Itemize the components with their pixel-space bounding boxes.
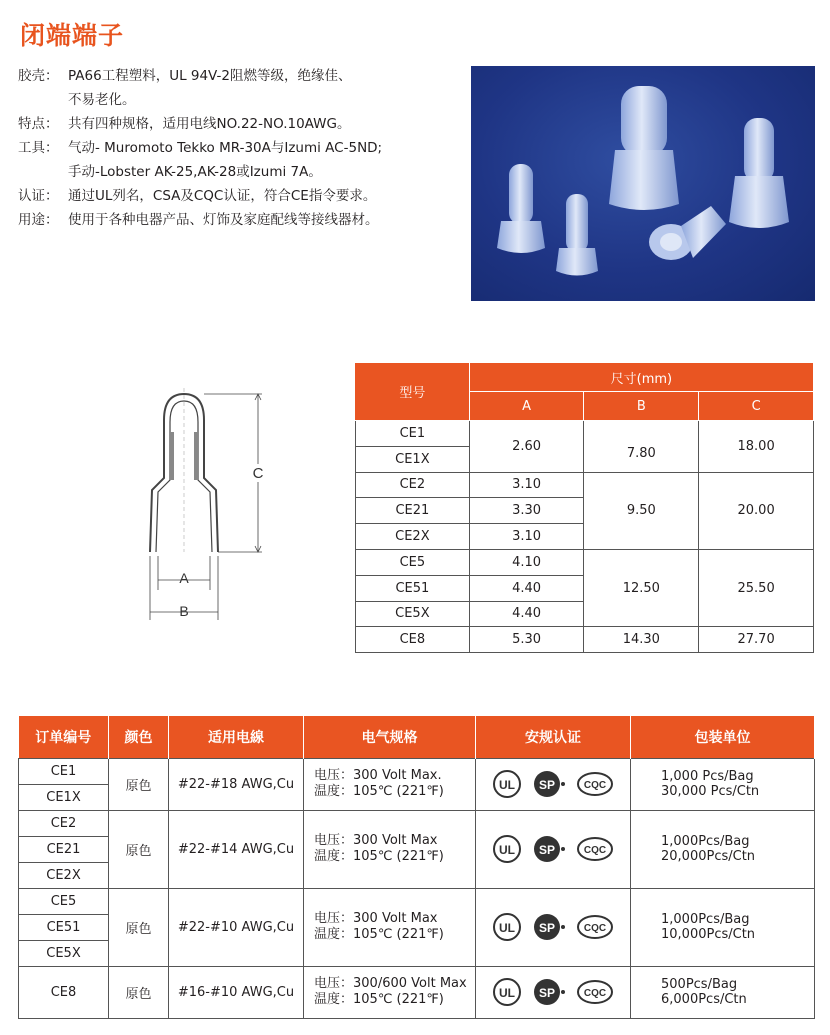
spec-key: 认证： — [18, 188, 59, 204]
pack-ctn: 20,000Pcs/Ctn — [661, 849, 756, 864]
model-cell: CE5X — [356, 601, 470, 627]
model-cell: CE51 — [19, 914, 109, 940]
spec-key: 胶壳： — [18, 68, 59, 84]
ul-logo-icon — [492, 769, 522, 799]
spec-row — [18, 184, 458, 208]
electrical-cell — [304, 966, 476, 1018]
dim-c-cell: 27.70 — [699, 627, 814, 653]
dim-header-c: C — [699, 392, 814, 421]
table-row — [19, 810, 815, 836]
model-cell: CE1 — [356, 421, 470, 447]
model-cell: CE1 — [19, 758, 109, 784]
spec-key: 工具： — [18, 140, 59, 156]
model-cell: CE1X — [19, 784, 109, 810]
cqc-logo-icon — [576, 771, 614, 797]
spec-value: 共有四种规格，适用电线NO.22-NO.10AWG。 — [68, 116, 351, 132]
table-row — [356, 421, 814, 447]
svg-text:CQC: CQC — [583, 988, 607, 999]
temperature-text: 温度：105℃ (221℉) — [314, 849, 444, 864]
pack-ctn: 10,000Pcs/Ctn — [661, 927, 756, 942]
packaging-cell — [631, 810, 815, 888]
packaging-cell — [631, 888, 815, 966]
svg-text:CQC: CQC — [583, 780, 607, 791]
dim-header-a: A — [469, 392, 584, 421]
order-header-electrical: 电气规格 — [304, 716, 476, 758]
spec-key — [18, 88, 68, 112]
connector-small-left — [497, 164, 545, 253]
cert-cell — [476, 810, 631, 888]
dim-b-cell: 7.80 — [584, 421, 699, 473]
cert-cell — [476, 758, 631, 810]
pack-ctn: 30,000 Pcs/Ctn — [661, 784, 760, 799]
dim-label-b: B — [179, 603, 189, 619]
product-photo — [471, 66, 815, 301]
dim-a-cell: 3.10 — [469, 524, 584, 550]
spec-list — [18, 64, 458, 232]
order-header-cert: 安规认证 — [476, 716, 631, 758]
temperature-text: 温度：105℃ (221℉) — [314, 992, 444, 1007]
svg-text:CQC: CQC — [583, 845, 607, 856]
model-cell: CE5 — [356, 549, 470, 575]
ul-logo-icon — [492, 912, 522, 942]
model-cell: CE51 — [356, 575, 470, 601]
cert-cell — [476, 966, 631, 1018]
dim-header-model: 型号 — [356, 363, 470, 421]
order-header-code: 订单编号 — [19, 716, 109, 758]
dimension-diagram — [130, 380, 280, 620]
dim-header-size: 尺寸(mm) — [469, 363, 813, 392]
model-cell: CE5X — [19, 940, 109, 966]
spec-row — [18, 112, 458, 136]
voltage-text: 电压：300 Volt Max — [314, 911, 438, 926]
ul-logo-icon — [492, 834, 522, 864]
dim-b-cell: 9.50 — [584, 472, 699, 549]
dim-a-cell: 4.40 — [469, 575, 584, 601]
dim-a-cell: 3.30 — [469, 498, 584, 524]
page-title: 闭端端子 — [20, 21, 125, 50]
order-header-color: 颜色 — [109, 716, 169, 758]
dimension-table — [355, 362, 814, 653]
dim-c-cell: 18.00 — [699, 421, 814, 473]
spec-value: 不易老化。 — [68, 92, 136, 108]
pack-bag: 1,000Pcs/Bag — [661, 912, 750, 927]
spec-key: 用途： — [18, 212, 59, 228]
model-cell: CE8 — [356, 627, 470, 653]
spec-value: 通过UL列名，CSA及CQC认证，符合CE指令要求。 — [68, 188, 377, 204]
model-cell: CE8 — [19, 966, 109, 1018]
svg-text:SP: SP — [538, 986, 556, 1000]
color-cell: 原色 — [109, 810, 169, 888]
packaging-cell — [631, 966, 815, 1018]
svg-text:UL: UL — [499, 778, 515, 792]
pack-bag: 1,000Pcs/Bag — [661, 834, 750, 849]
connector-right — [729, 118, 789, 228]
table-row — [19, 758, 815, 784]
wire-cell: #22-#14 AWG,Cu — [169, 810, 304, 888]
spec-key — [18, 160, 68, 184]
svg-text:SP: SP — [538, 778, 556, 792]
table-row — [19, 966, 815, 1018]
dim-a-cell: 4.10 — [469, 549, 584, 575]
svg-text:UL: UL — [499, 843, 515, 857]
model-cell: CE1X — [356, 446, 470, 472]
pack-bag: 500Pcs/Bag — [661, 977, 738, 992]
ul-logo-icon — [492, 977, 522, 1007]
pack-ctn: 6,000Pcs/Ctn — [661, 992, 747, 1007]
electrical-cell — [304, 810, 476, 888]
model-cell: CE2 — [356, 472, 470, 498]
electrical-cell — [304, 888, 476, 966]
dim-b-cell: 14.30 — [584, 627, 699, 653]
spec-row — [18, 136, 458, 160]
svg-text:CQC: CQC — [583, 923, 607, 934]
model-cell: CE21 — [19, 836, 109, 862]
model-cell: CE5 — [19, 888, 109, 914]
packaging-cell — [631, 758, 815, 810]
svg-text:SP: SP — [538, 921, 556, 935]
spec-value: 使用于各种电器产品、灯饰及家庭配线等接线器材。 — [68, 212, 379, 228]
cqc-logo-icon — [576, 836, 614, 862]
connector-tilted — [649, 206, 726, 260]
wire-cell: #22-#18 AWG,Cu — [169, 758, 304, 810]
csa-logo-icon — [532, 977, 566, 1007]
order-table — [18, 716, 815, 1019]
connector-small-mid — [556, 194, 598, 276]
dim-c-cell: 25.50 — [699, 549, 814, 626]
model-cell: CE2X — [19, 862, 109, 888]
dim-a-cell: 5.30 — [469, 627, 584, 653]
color-cell: 原色 — [109, 888, 169, 966]
svg-text:UL: UL — [499, 921, 515, 935]
order-header-wire: 适用电線 — [169, 716, 304, 758]
temperature-text: 温度：105℃ (221℉) — [314, 784, 444, 799]
cert-cell — [476, 888, 631, 966]
model-cell: CE21 — [356, 498, 470, 524]
spec-value: 气动- Muromoto Tekko MR-30A与Izumi AC-5ND; — [68, 140, 383, 156]
table-row — [356, 627, 814, 653]
dim-b-cell: 12.50 — [584, 549, 699, 626]
voltage-text: 电压：300 Volt Max — [314, 833, 438, 848]
spec-row — [18, 208, 458, 232]
svg-text:SP: SP — [538, 843, 556, 857]
csa-logo-icon — [532, 834, 566, 864]
csa-logo-icon — [532, 912, 566, 942]
dim-a-cell: 4.40 — [469, 601, 584, 627]
spec-value: PA66工程塑料，UL 94V-2阻燃等级，绝缘佳、 — [68, 68, 352, 84]
csa-logo-icon — [532, 769, 566, 799]
model-cell: CE2X — [356, 524, 470, 550]
pack-bag: 1,000 Pcs/Bag — [661, 769, 754, 784]
cqc-logo-icon — [576, 979, 614, 1005]
spec-row — [18, 88, 458, 112]
dim-label-a: A — [179, 570, 189, 586]
dim-c-cell: 20.00 — [699, 472, 814, 549]
wire-cell: #22-#10 AWG,Cu — [169, 888, 304, 966]
color-cell: 原色 — [109, 966, 169, 1018]
connector-photo-illustration — [471, 66, 815, 301]
table-row — [356, 472, 814, 498]
spec-key: 特点： — [18, 116, 59, 132]
spec-row — [18, 64, 458, 88]
order-header-pack: 包装单位 — [631, 716, 815, 758]
model-cell: CE2 — [19, 810, 109, 836]
table-row — [19, 888, 815, 914]
dim-a-cell: 3.10 — [469, 472, 584, 498]
voltage-text: 电压：300 Volt Max. — [314, 768, 442, 783]
connector-large — [609, 86, 679, 210]
spec-row — [18, 160, 458, 184]
svg-text:UL: UL — [499, 986, 515, 1000]
voltage-text: 电压：300/600 Volt Max — [314, 976, 467, 991]
dim-label-c: C — [252, 465, 264, 482]
wire-cell: #16-#10 AWG,Cu — [169, 966, 304, 1018]
dim-a-cell: 2.60 — [469, 421, 584, 473]
temperature-text: 温度：105℃ (221℉) — [314, 927, 444, 942]
dim-header-b: B — [584, 392, 699, 421]
table-row — [356, 549, 814, 575]
color-cell: 原色 — [109, 758, 169, 810]
electrical-cell — [304, 758, 476, 810]
spec-value: 手动-Lobster AK-25,AK-28或Izumi 7A。 — [68, 164, 322, 180]
cqc-logo-icon — [576, 914, 614, 940]
